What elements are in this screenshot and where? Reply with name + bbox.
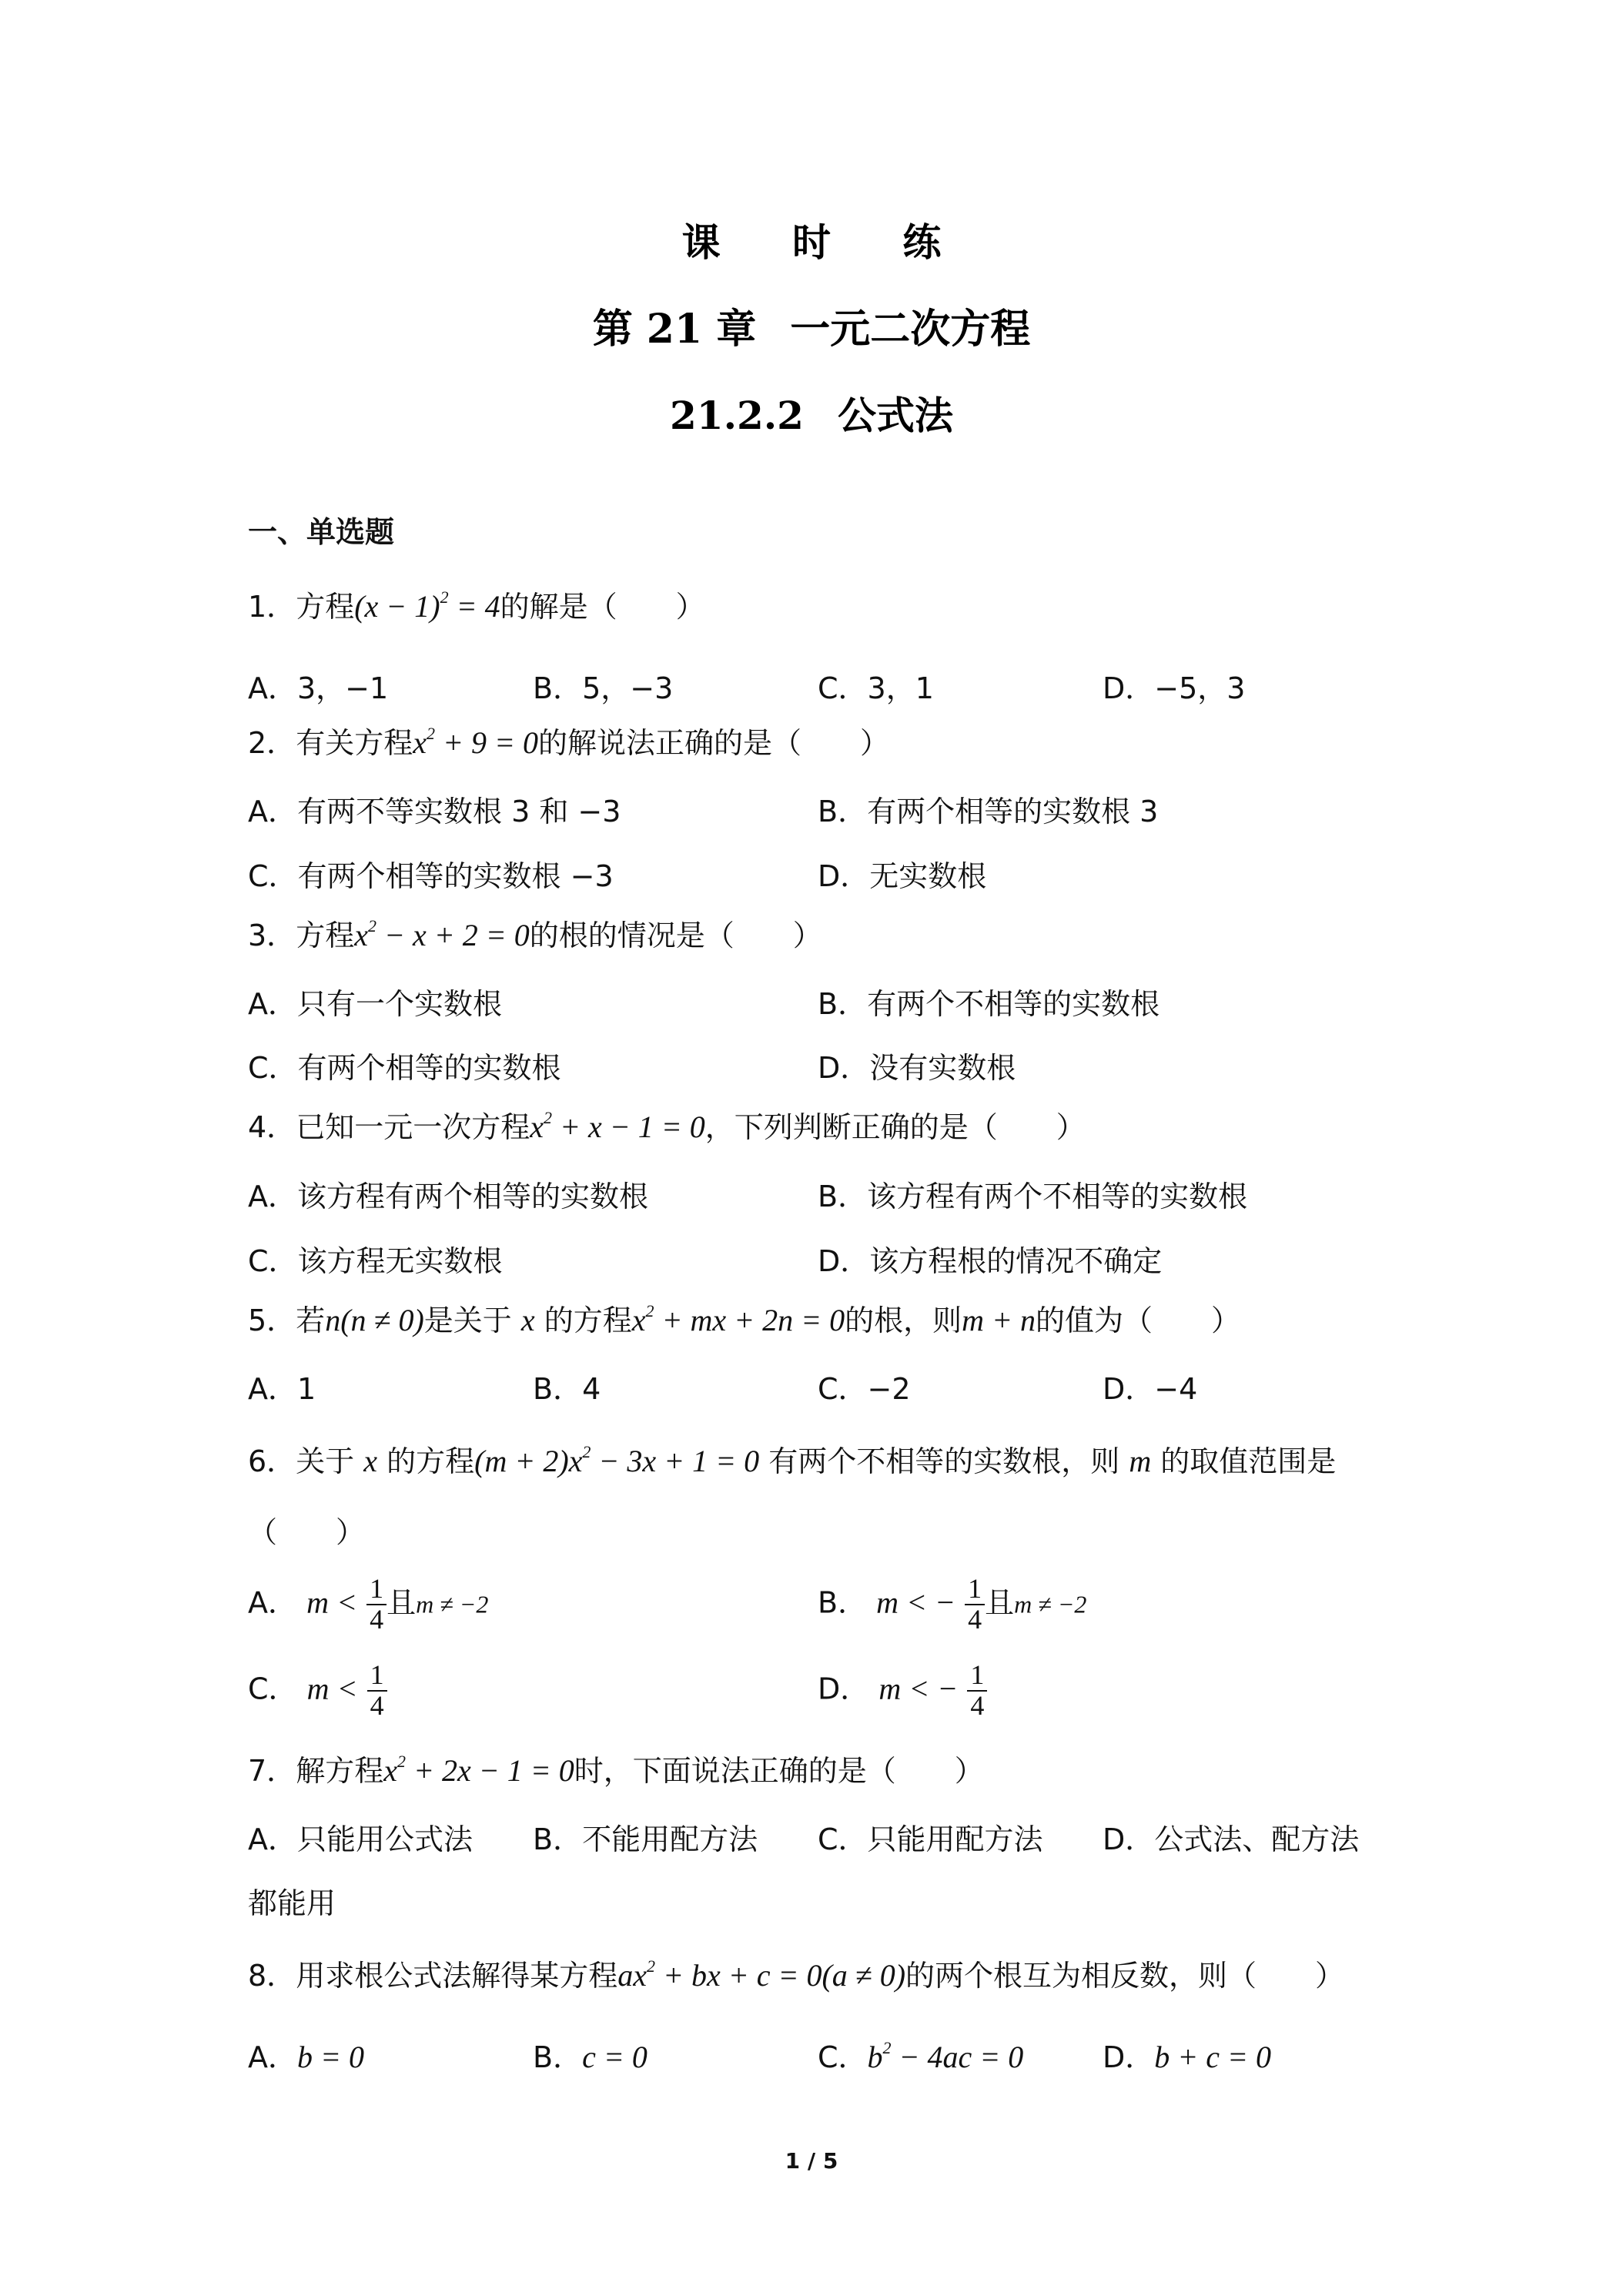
equation: $x^2 - x + 2 = 0$ (354, 916, 530, 952)
q5-option-a: A．1 (248, 1372, 316, 1406)
fraction: $\frac{1}{4}$ (965, 1575, 985, 1635)
q4-option-a: A．该方程有两个相等的实数根 (248, 1180, 649, 1213)
question-5: 5．若n(n ≠ 0)是关于 x 的方程$x^2$ + mx + 2n = 0的根，则m + n的值为（ ） (248, 1301, 1241, 1337)
section-heading (0, 385, 1623, 440)
section-title: 一、单选题 (248, 515, 395, 549)
question-7: 7．解方程$x^2 + 2x - 1 = 0$时，下面说法正确的是（ ） (248, 1752, 984, 1788)
question-6: 6．关于 x 的方程$(m + 2)x^2 - 3x + 1 = 0$ 有两个不相等的实数根，则 m 的取值范围是 (248, 1442, 1337, 1478)
question-3: 3．方程$x^2 - x + 2 = 0$的根的情况是（ ） (248, 916, 822, 952)
fraction: $\frac{1}{4}$ (367, 1661, 387, 1721)
equation: $(m + 2)x^2 - 3x + 1 = 0$ (474, 1442, 760, 1478)
q4-option-c: C．该方程无实数根 (248, 1244, 503, 1278)
q1-option-c: C．3，1 (818, 671, 934, 705)
equation: $x^2$ + mx + 2n = 0 (631, 1301, 845, 1337)
equation: $x^2 + x - 1 = 0$ (530, 1108, 705, 1144)
page-number: 1 / 5 (785, 2148, 838, 2174)
doc-title: 课 时 练 (681, 219, 971, 265)
q7-option-a: A．只能用公式法 (248, 1822, 474, 1856)
fraction: $\frac{1}{4}$ (366, 1575, 387, 1635)
q2-option-b: B．有两个相等的实数根 3 (818, 795, 1159, 828)
equation: $x^2 + 2x - 1 = 0$ (383, 1752, 574, 1788)
q6-option-c: C． m < $\frac{1}{4}$ (248, 1661, 387, 1721)
q5-option-b: B．4 (533, 1372, 601, 1406)
q5-option-c: C．−2 (818, 1372, 911, 1406)
q7-option-d-continued: 都能用 (248, 1886, 336, 1920)
q6-option-d: D． m < − $\frac{1}{4}$ (818, 1661, 987, 1721)
q3-option-b: B．有两个不相等的实数根 (818, 987, 1160, 1021)
q4-option-d: D．该方程根的情况不确定 (818, 1244, 1163, 1278)
question-6-paren: （ ） (248, 1515, 366, 1549)
question-1: 1．方程$(x - 1)^2 = 4$的解是（ ） (248, 587, 705, 624)
q8-option-c: C．$b^2 - 4ac = 0$ (818, 2038, 1024, 2074)
q7-option-c: C．只能用配方法 (818, 1822, 1043, 1856)
q2-option-d: D．无实数根 (818, 859, 987, 893)
question-8: 8．用求根公式法解得某方程$ax^2$ + bx + c = 0(a ≠ 0)的两个根互为相反数，则（ ） (248, 1956, 1345, 1993)
q3-option-a: A．只有一个实数根 (248, 987, 503, 1021)
question-4: 4．已知一元一次方程$x^2 + x - 1 = 0$，下列判断正确的是（ ） (248, 1108, 1086, 1144)
q7-option-d: D．公式法、配方法 (1103, 1822, 1360, 1856)
q8-option-b: B．c = 0 (533, 2040, 648, 2074)
equation: $(x - 1)^2 = 4$ (354, 587, 500, 624)
q7-option-b: B．不能用配方法 (533, 1822, 758, 1856)
q2-option-a: A．有两不等实数根 3 和 −3 (248, 795, 621, 828)
fraction: $\frac{1}{4}$ (967, 1661, 987, 1721)
q8-option-d: D．b + c = 0 (1103, 2040, 1272, 2074)
section-name: 公式法 (837, 393, 953, 438)
chapter-name: 一元二次方程 (790, 306, 1031, 353)
equation: $x^2 + 9 = 0$ (413, 724, 538, 760)
question-2: 2．有关方程$x^2 + 9 = 0$的解说法正确的是（ ） (248, 724, 889, 760)
q3-option-c: C．有两个相等的实数根 (248, 1051, 561, 1085)
q1-option-a: A．3，−1 (248, 671, 389, 705)
chapter-number: 第 21 章 (592, 306, 757, 353)
q4-option-b: B．该方程有两个不相等的实数根 (818, 1180, 1248, 1213)
q1-option-d: D．−5，3 (1103, 671, 1246, 705)
section-number: 21.2.2 (670, 393, 804, 438)
chapter-heading (0, 296, 1623, 354)
q8-option-a: A．b = 0 (248, 2040, 364, 2074)
q6-option-b: B． m < − $\frac{1}{4}$ 且m ≠ −2 (818, 1573, 1087, 1635)
q3-option-d: D．没有实数根 (818, 1051, 1016, 1085)
q1-option-b: B．5，−3 (533, 671, 674, 705)
q2-option-c: C．有两个相等的实数根 −3 (248, 859, 614, 893)
q5-option-d: D．−4 (1103, 1372, 1198, 1406)
q6-option-a: A． m < $\frac{1}{4}$ 且m ≠ −2 (248, 1573, 489, 1635)
equation: $ax^2$ + bx + c = 0(a ≠ 0) (617, 1956, 906, 1993)
